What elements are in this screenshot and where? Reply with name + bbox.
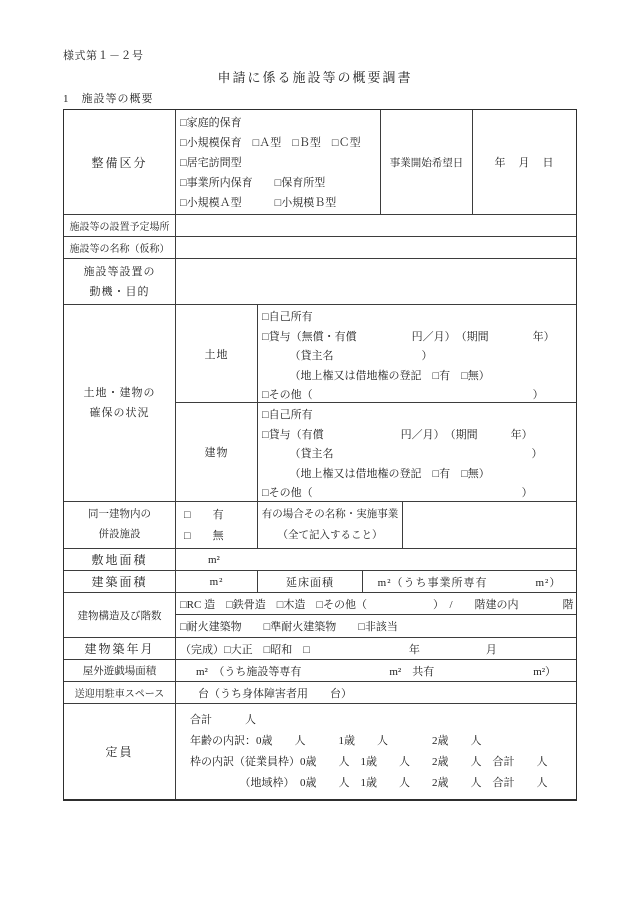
checkbox-line-land-own: □自己所有	[262, 311, 313, 323]
annex-label-line1: 同一建物内の	[88, 509, 151, 520]
checkbox-line-family-care: □家庭的保育	[180, 117, 242, 129]
annex-label	[64, 502, 176, 548]
checkbox-line-land-other: □その他（ ）	[262, 389, 544, 402]
annex-note	[258, 502, 403, 548]
row-capacity	[64, 704, 576, 799]
row-site-area	[64, 549, 576, 571]
structure-body	[176, 593, 576, 637]
row-purpose	[64, 259, 576, 305]
building-area-label: 建築面積	[64, 571, 176, 592]
checkbox-line-building-lease: □貸与（有償 円／月） （期間 年）	[262, 428, 533, 441]
annex-value	[403, 502, 576, 548]
row-location	[64, 215, 576, 237]
building-subrow	[176, 403, 576, 501]
row-annex	[64, 502, 576, 549]
annex-note-line2: （全て記入すること）	[277, 530, 383, 541]
category-label: 整備区分	[64, 110, 176, 214]
row-facility-name	[64, 237, 576, 259]
securing-body	[176, 305, 576, 501]
site-area-label: 敷地面積	[64, 549, 176, 570]
row-built-date	[64, 638, 576, 660]
checkbox-line-workplace-care: □事業所内保育 □保育所型	[180, 177, 326, 189]
structure-label: 建物構造及び階数	[64, 593, 176, 637]
capacity-body	[176, 704, 576, 799]
row-building-area	[64, 571, 576, 593]
checkbox-line-home-visit: □居宅訪問型	[180, 157, 242, 169]
form-number: 様式第１－２号	[63, 50, 144, 62]
checkbox-line-built-date: （完成）□大正 □昭和 □ 年 月	[180, 643, 497, 656]
row-parking	[64, 682, 576, 704]
purpose-value	[176, 259, 576, 304]
text-line-building-lessor: （貸主名 ）	[262, 448, 543, 461]
built-date-label: 建物築年月	[64, 638, 176, 659]
land-subrow	[176, 305, 576, 403]
facility-name-value	[176, 237, 576, 258]
text-line-capacity-total: 合計 人	[190, 714, 256, 726]
checkbox-line-building-registration: （地上権又は借地権の登記 □有 □無）	[262, 467, 490, 480]
parking-label: 送迎用駐車スペース	[64, 682, 176, 703]
playground-area-label: 屋外遊戯場面積	[64, 660, 176, 681]
site-area-value: m²	[208, 553, 220, 566]
checkbox-line-building-other: □その他（ ）	[262, 487, 533, 500]
annex-options	[176, 502, 258, 548]
overview-table	[63, 109, 577, 801]
purpose-label-line2: 動機・目的	[89, 285, 150, 298]
annex-label-line2: 併設施設	[98, 529, 141, 540]
land-options	[258, 305, 576, 402]
floor-area-label: 延床面積	[258, 571, 363, 592]
row-playground-area	[64, 660, 576, 682]
row-category	[64, 110, 576, 215]
start-date-label: 事業開始希望日	[381, 110, 473, 214]
location-label: 施設等の設置予定場所	[64, 215, 176, 236]
parking-value: 台（うち身体障害者用 台）	[198, 687, 352, 700]
purpose-label-line1: 施設等設置の	[83, 265, 156, 278]
document-title: 申請に係る施設等の概要調書	[217, 70, 413, 85]
checkbox-line-small-ab: □小規模Ａ型 □小規模Ｂ型	[180, 197, 337, 209]
checkbox-line-structure-type: □RC 造 □鉄骨造 □木造 □その他（ ） / 階建の内 階	[176, 593, 576, 615]
section-heading: 1 施設等の概要	[63, 93, 154, 105]
start-date-value: 年 月 日	[494, 157, 555, 169]
capacity-label: 定員	[64, 704, 176, 799]
checkbox-line-building-own: □自己所有	[262, 409, 313, 421]
category-options	[176, 110, 381, 214]
checkbox-line-small-scale: □小規模保育 □Ａ型 □Ｂ型 □Ｃ型	[180, 137, 361, 149]
checkbox-line-land-lease: □貸与（無償・有償 円／月） （期間 年）	[262, 330, 555, 343]
building-area-value: m²	[176, 571, 258, 592]
checkbox-line-annex-yes: □ 有	[184, 509, 224, 521]
checkbox-line-land-registration: （地上権又は借地権の登記 □有 □無）	[262, 369, 490, 382]
securing-label	[64, 305, 176, 501]
location-value	[176, 215, 576, 236]
securing-label-line1: 土地・建物の	[83, 387, 156, 399]
checkbox-line-fireproof: □耐火建築物 □準耐火建築物 □非該当	[180, 621, 398, 633]
checkbox-line-annex-no: □ 無	[184, 530, 224, 542]
building-options	[258, 403, 576, 501]
playground-area-value: m² （うち施設等専有 m² 共有 m²）	[196, 665, 557, 678]
land-label: 土地	[176, 305, 258, 402]
text-line-capacity-employee-quota: 枠の内訳（従業員枠）0歳 人 1歳 人 2歳 人 合計 人	[190, 756, 548, 768]
building-label: 建物	[176, 403, 258, 501]
text-line-capacity-by-age: 年齢の内訳：0歳 人 1歳 人 2歳 人	[190, 735, 482, 747]
annex-note-line1: 有の場合その名称・実施事業	[261, 509, 399, 520]
row-structure	[64, 593, 576, 638]
row-securing	[64, 305, 576, 502]
securing-label-line2: 確保の状況	[89, 407, 150, 419]
text-line-land-lessor: （貸主名 ）	[262, 350, 433, 363]
text-line-capacity-community-quota: （地域枠） 0歳 人 1歳 人 2歳 人 合計 人	[190, 777, 548, 789]
purpose-label	[64, 259, 176, 304]
floor-area-value: m²（うち事業所専有 m²）	[377, 576, 562, 589]
facility-name-label: 施設等の名称（仮称）	[64, 237, 176, 258]
